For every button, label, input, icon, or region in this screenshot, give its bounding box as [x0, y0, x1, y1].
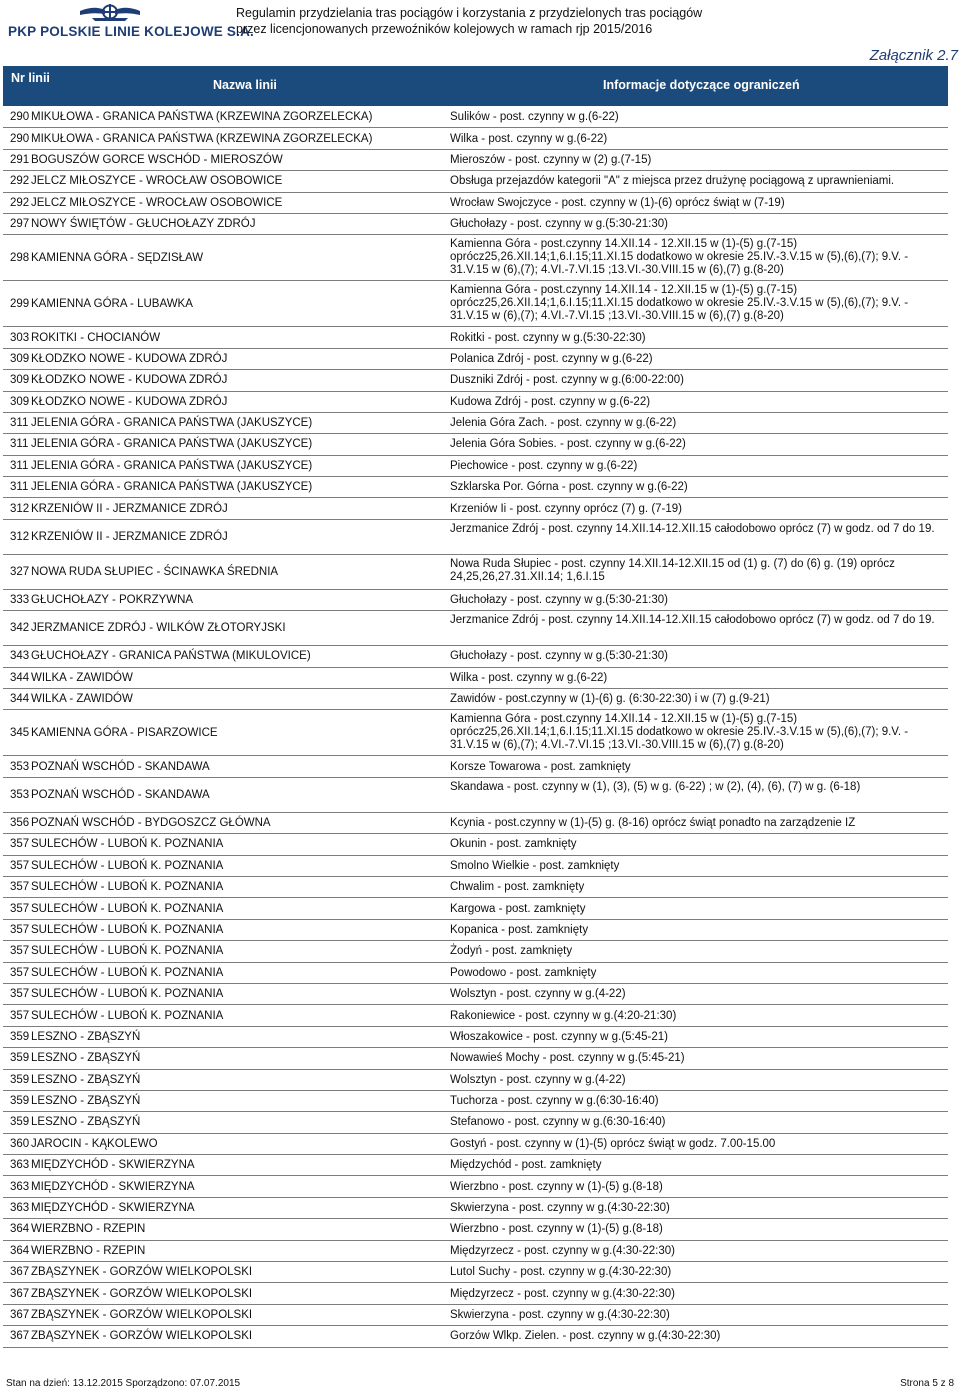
line-name: MIKUŁOWA - GRANICA PAŃSTWA (KRZEWINA ZGORZELECKA): [31, 111, 373, 124]
restriction-info: Wolsztyn - post. czynny w g.(4-22): [450, 1073, 626, 1086]
line-name: LESZNO - ZBĄSZYŃ: [31, 1073, 141, 1086]
table-row: [3, 498, 948, 519]
restriction-info: Kamienna Góra - post.czynny 14.XII.14 - 12.XII.15 w (1)-(5) g.(7-15) oprócz25,26.XII.14;1,6.I.15;11.XI.15 dodatkowo w okresie 25.IV.-3.V.15 w (5),(6),(7); 9.V. - 31.V.15 w (6),(7); 4.VI.-7.VI.15 ;13.VI.-30.VIII.15 w (6),(7) g.(8-20): [450, 238, 909, 277]
table-row: [3, 611, 948, 646]
restriction-info: Żodyń - post. zamknięty: [450, 945, 573, 958]
line-name: ROKITKI - CHOCIANÓW: [31, 331, 161, 344]
line-name: LESZNO - ZBĄSZYŃ: [31, 1116, 141, 1129]
table-row: [3, 920, 948, 941]
table-row: [3, 756, 948, 777]
line-name: JAROCIN - KĄKOLEWO: [31, 1137, 158, 1150]
line-number: 303: [10, 331, 30, 344]
line-name: SULECHÓW - LUBOŃ K. POZNANIA: [31, 945, 224, 958]
document-title-line-2: przez licencjonowanych przewoźników kolejowych w ramach rjp 2015/2016: [236, 22, 653, 36]
table-row: [3, 1305, 948, 1326]
restriction-info: Głuchołazy - post. czynny w g.(5:30-21:30): [450, 218, 668, 231]
line-number: 327: [10, 565, 30, 578]
restriction-info: Jerzmanice Zdrój - post. czynny 14.XII.14-12.XII.15 całodobowo oprócz (7) w godz. od 7 do 19.: [450, 614, 935, 627]
restriction-info: Korsze Towarowa - post. zamknięty: [450, 760, 631, 773]
restriction-info: Międzychód - post. zamknięty: [450, 1159, 602, 1172]
table-row: [3, 1134, 948, 1155]
restriction-info: Kamienna Góra - post.czynny 14.XII.14 - 12.XII.15 w (1)-(5) g.(7-15) oprócz25,26.XII.14;1,6.I.15;11.XI.15 dodatkowo w okresie 25.IV.-3.V.15 w (5),(6),(7); 9.V. - 31.V.15 w (6),(7); 4.VI.-7.VI.15 ;13.VI.-30.VIII.15 w (6),(7) g.(8-20): [450, 284, 909, 323]
document-title-line-1: Regulamin przydzielania tras pociągów i korzystania z przydzielonych tras pociągów: [236, 6, 703, 20]
line-name: WIERZBNO - RZEPIN: [31, 1223, 146, 1236]
line-number: 298: [10, 251, 30, 264]
line-name: JERZMANICE ZDRÓJ - WILKÓW ZŁOTORYJSKI: [31, 622, 286, 635]
line-number: 309: [10, 352, 30, 365]
line-number: 363: [10, 1180, 30, 1193]
restriction-info: Głuchołazy - post. czynny w g.(5:30-21:30): [450, 594, 668, 607]
line-name: JELENIA GÓRA - GRANICA PAŃSTWA (JAKUSZYCE): [31, 438, 313, 451]
table-row: [3, 856, 948, 877]
line-number: 312: [10, 502, 30, 515]
line-number: 353: [10, 788, 30, 801]
table-row: [3, 813, 948, 834]
line-number: 344: [10, 693, 30, 706]
table-row: [3, 963, 948, 984]
column-header-nr: Nr linii: [11, 71, 50, 85]
line-number: 345: [10, 726, 30, 739]
restriction-info: Wierzbno - post. czynny w (1)-(5) g.(8-18): [450, 1180, 663, 1193]
line-name: SULECHÓW - LUBOŃ K. POZNANIA: [31, 966, 224, 979]
line-name: ZBĄSZYNEK - GORZÓW WIELKOPOLSKI: [31, 1330, 253, 1343]
line-number: 311: [10, 481, 29, 494]
line-number: 367: [10, 1330, 30, 1343]
line-name: MIĘDZYCHÓD - SKWIERZYNA: [31, 1180, 195, 1193]
line-name: GŁUCHOŁAZY - GRANICA PAŃSTWA (MIKULOVICE): [31, 650, 311, 663]
line-name: LESZNO - ZBĄSZYŃ: [31, 1095, 141, 1108]
restriction-info: Wilka - post. czynny w g.(6-22): [450, 671, 608, 684]
line-name: NOWA RUDA SŁUPIEC - ŚCINAWKA ŚREDNIA: [31, 565, 279, 578]
line-name: LESZNO - ZBĄSZYŃ: [31, 1052, 141, 1065]
line-number: 359: [10, 1073, 30, 1086]
table-row: [3, 778, 948, 813]
table-row: [3, 834, 948, 855]
table-row: [3, 646, 948, 667]
line-name: KAMIENNA GÓRA - PISARZOWICE: [31, 726, 218, 739]
table-row: [3, 668, 948, 689]
restriction-info: Skwierzyna - post. czynny w g.(4:30-22:30): [450, 1308, 670, 1321]
restriction-info: Gostyń - post. czynny w (1)-(5) oprócz świąt w godz. 7.00-15.00: [450, 1137, 776, 1150]
restrictions-table: [3, 107, 948, 1348]
line-number: 344: [10, 671, 30, 684]
line-number: 357: [10, 966, 30, 979]
restriction-info: Duszniki Zdrój - post. czynny w g.(6:00-22:00): [450, 374, 684, 387]
line-name: GŁUCHOŁAZY - POKRZYWNA: [31, 594, 194, 607]
line-number: 299: [10, 297, 30, 310]
line-number: 357: [10, 838, 30, 851]
column-header-name: Nazwa linii: [213, 78, 277, 92]
line-name: SULECHÓW - LUBOŃ K. POZNANIA: [31, 902, 224, 915]
line-name: SULECHÓW - LUBOŃ K. POZNANIA: [31, 1009, 224, 1022]
line-name: SULECHÓW - LUBOŃ K. POZNANIA: [31, 838, 224, 851]
table-row: [3, 128, 948, 149]
table-row: [3, 281, 948, 327]
restriction-info: Kudowa Zdrój - post. czynny w g.(6-22): [450, 395, 651, 408]
line-number: 333: [10, 594, 30, 607]
table-row: [3, 171, 948, 192]
winged-wheel-emblem-icon: [78, 2, 142, 24]
line-number: 363: [10, 1159, 30, 1172]
table-row: [3, 877, 948, 898]
line-name: SULECHÓW - LUBOŃ K. POZNANIA: [31, 881, 224, 894]
line-number: 357: [10, 859, 30, 872]
table-row: [3, 1326, 948, 1347]
table-row: [3, 1112, 948, 1133]
table-row: [3, 1091, 948, 1112]
line-name: POZNAŃ WSCHÓD - BYDGOSZCZ GŁÓWNA: [31, 817, 271, 829]
table-row: [3, 1155, 948, 1176]
pkp-plk-logo: [6, 2, 254, 42]
table-row: [3, 710, 948, 756]
table-row: [3, 590, 948, 611]
restriction-info: Kcynia - post.czynny w (1)-(5) g. (8-16) oprócz świąt ponadto na zarządzenie IZ: [450, 817, 856, 829]
table-row: [3, 1027, 948, 1048]
logo-text: PKP POLSKIE LINIE KOLEJOWE S.A.: [8, 24, 254, 39]
footer-dates: Stan na dzień: 13.12.2015 Sporządzono: 07.07.2015: [6, 1378, 241, 1389]
table-row: [3, 370, 948, 391]
line-number: 359: [10, 1030, 30, 1043]
attachment-label: Załącznik 2.7: [869, 47, 958, 64]
table-row: [3, 327, 948, 348]
table-row: [3, 193, 948, 214]
restriction-info: Tuchorza - post. czynny w g.(6:30-16:40): [450, 1095, 659, 1108]
line-number: 342: [10, 622, 30, 635]
line-name: KAMIENNA GÓRA - SĘDZISŁAW: [31, 251, 204, 264]
table-row: [3, 235, 948, 281]
restriction-info: Jelenia Góra Zach. - post. czynny w g.(6-22): [450, 417, 677, 430]
line-name: KŁODZKO NOWE - KUDOWA ZDRÓJ: [31, 374, 228, 387]
restriction-info: Międzyrzecz - post. czynny w g.(4:30-22:30): [450, 1287, 675, 1300]
restriction-info: Wierzbno - post. czynny w (1)-(5) g.(8-18): [450, 1223, 663, 1236]
line-name: JELENIA GÓRA - GRANICA PAŃSTWA (JAKUSZYCE): [31, 481, 313, 494]
line-number: 357: [10, 902, 30, 915]
line-number: 312: [10, 530, 30, 543]
restriction-info: Polanica Zdrój - post. czynny w g.(6-22): [450, 352, 653, 365]
line-name: KŁODZKO NOWE - KUDOWA ZDRÓJ: [31, 352, 228, 365]
line-number: 367: [10, 1287, 30, 1300]
restriction-info: Piechowice - post. czynny w g.(6-22): [450, 459, 638, 472]
table-row: [3, 214, 948, 235]
line-number: 359: [10, 1052, 30, 1065]
table-header: [3, 66, 948, 106]
line-name: KŁODZKO NOWE - KUDOWA ZDRÓJ: [31, 395, 228, 408]
restriction-info: Powodowo - post. zamknięty: [450, 966, 597, 979]
restriction-info: Głuchołazy - post. czynny w g.(5:30-21:30): [450, 650, 668, 663]
line-name: MIKUŁOWA - GRANICA PAŃSTWA (KRZEWINA ZGORZELECKA): [31, 132, 373, 145]
restriction-info: Skandawa - post. czynny w (1), (3), (5) w g. (6-22) ; w (2), (4), (6), (7) w g. (6-18): [450, 780, 861, 793]
table-row: [3, 477, 948, 498]
line-number: 357: [10, 923, 30, 936]
line-name: NOWY ŚWIĘTÓW - GŁUCHOŁAZY ZDRÓJ: [31, 218, 256, 231]
line-name: WILKA - ZAWIDÓW: [31, 693, 133, 706]
table-row: [3, 107, 948, 128]
line-number: 360: [10, 1137, 30, 1150]
line-name: WIERZBNO - RZEPIN: [31, 1244, 146, 1257]
page-header: [0, 0, 960, 46]
restriction-info: Okunin - post. zamknięty: [450, 838, 577, 851]
table-row: [3, 1241, 948, 1262]
line-name: POZNAŃ WSCHÓD - SKANDAWA: [31, 760, 210, 773]
restriction-info: Rakoniewice - post. czynny w g.(4:20-21:30): [450, 1009, 677, 1022]
line-number: 364: [10, 1223, 30, 1236]
line-number: 367: [10, 1308, 30, 1321]
table-row: [3, 434, 948, 455]
restriction-info: Nowawieś Mochy - post. czynny w g.(5:45-21): [450, 1052, 685, 1065]
line-name: JELENIA GÓRA - GRANICA PAŃSTWA (JAKUSZYCE): [31, 417, 313, 430]
page-number: Strona 5 z 8: [900, 1378, 954, 1389]
table-row: [3, 984, 948, 1005]
restriction-info: Wilka - post. czynny w g.(6-22): [450, 132, 608, 145]
table-row: [3, 392, 948, 413]
column-header-info: Informacje dotyczące ograniczeń: [603, 78, 800, 92]
line-name: ZBĄSZYNEK - GORZÓW WIELKOPOLSKI: [31, 1287, 253, 1300]
line-number: 343: [10, 650, 30, 663]
line-name: ZBĄSZYNEK - GORZÓW WIELKOPOLSKI: [31, 1308, 253, 1321]
table-row: [3, 898, 948, 919]
line-number: 311: [10, 417, 29, 430]
line-number: 357: [10, 1009, 30, 1022]
restriction-info: Rokitki - post. czynny w g.(5:30-22:30): [450, 331, 646, 344]
table-row: [3, 1048, 948, 1069]
line-name: KRZENIÓW II - JERZMANICE ZDRÓJ: [31, 530, 228, 543]
restriction-info: Kamienna Góra - post.czynny 14.XII.14 - 12.XII.15 w (1)-(5) g.(7-15) oprócz25,26.XII.14;1,6.I.15;11.XI.15 dodatkowo w okresie 25.IV.-3.V.15 w (5),(6),(7); 9.V. - 31.V.15 w (6),(7); 4.VI.-7.VI.15 ;13.VI.-30.VIII.15 w (6),(7) g.(8-20): [450, 713, 909, 752]
line-number: 291: [10, 153, 30, 166]
line-number: 290: [10, 111, 30, 124]
table-row: [3, 1070, 948, 1091]
table-row: [3, 1005, 948, 1026]
line-name: SULECHÓW - LUBOŃ K. POZNANIA: [31, 923, 224, 936]
line-name: POZNAŃ WSCHÓD - SKANDAWA: [31, 788, 210, 801]
table-row: [3, 1219, 948, 1240]
restriction-info: Skwierzyna - post. czynny w g.(4:30-22:30): [450, 1202, 670, 1215]
table-row: [3, 413, 948, 434]
restriction-info: Smolno Wielkie - post. zamknięty: [450, 859, 620, 872]
line-name: SULECHÓW - LUBOŃ K. POZNANIA: [31, 859, 224, 872]
line-number: 357: [10, 988, 30, 1001]
line-number: 311: [10, 438, 29, 451]
table-row: [3, 150, 948, 171]
line-number: 311: [10, 459, 29, 472]
table-row: [3, 555, 948, 590]
restriction-info: Szklarska Por. Górna - post. czynny w g.(6-22): [450, 481, 688, 494]
line-name: JELCZ MIŁOSZYCE - WROCŁAW OSOBOWICE: [31, 196, 283, 209]
line-number: 353: [10, 760, 30, 773]
line-name: LESZNO - ZBĄSZYŃ: [31, 1030, 141, 1043]
line-number: 364: [10, 1244, 30, 1257]
restriction-info: Sulików - post. czynny w g.(6-22): [450, 111, 619, 124]
line-name: JELCZ MIŁOSZYCE - WROCŁAW OSOBOWICE: [31, 175, 283, 188]
line-number: 309: [10, 395, 30, 408]
restriction-info: Kopanica - post. zamknięty: [450, 923, 589, 936]
line-name: MIĘDZYCHÓD - SKWIERZYNA: [31, 1159, 195, 1172]
table-row: [3, 1198, 948, 1219]
table-row: [3, 941, 948, 962]
line-number: 357: [10, 945, 30, 958]
restriction-info: Wrocław Swojczyce - post. czynny w (1)-(6) oprócz świąt w (7-19): [450, 196, 785, 209]
restriction-info: Chwalim - post. zamknięty: [450, 881, 585, 894]
table-row: [3, 1283, 948, 1304]
restriction-info: Jelenia Góra Sobies. - post. czynny w g.(6-22): [450, 438, 686, 451]
restriction-info: Międzyrzecz - post. czynny w g.(4:30-22:30): [450, 1244, 675, 1257]
line-name: JELENIA GÓRA - GRANICA PAŃSTWA (JAKUSZYCE): [31, 459, 313, 472]
line-number: 357: [10, 881, 30, 894]
line-number: 363: [10, 1202, 30, 1215]
line-name: SULECHÓW - LUBOŃ K. POZNANIA: [31, 988, 224, 1001]
line-name: BOGUSZÓW GORCE WSCHÓD - MIEROSZÓW: [31, 153, 283, 166]
line-number: 290: [10, 132, 30, 145]
table-row: [3, 1262, 948, 1283]
restriction-info: Nowa Ruda Słupiec - post. czynny 14.XII.14-12.XII.15 od (1) g. (7) do (6) g. (19) oprócz 24,25,26,27.31.XII.14; 1,6.I.15: [450, 557, 895, 583]
line-name: WILKA - ZAWIDÓW: [31, 671, 133, 684]
line-number: 359: [10, 1116, 30, 1129]
line-number: 292: [10, 196, 30, 209]
restriction-info: Gorzów Wlkp. Zielen. - post. czynny w g.(4:30-22:30): [450, 1330, 721, 1343]
line-name: KRZENIÓW II - JERZMANICE ZDRÓJ: [31, 502, 228, 515]
line-number: 297: [10, 218, 30, 231]
line-name: MIĘDZYCHÓD - SKWIERZYNA: [31, 1202, 195, 1215]
restriction-info: Włoszakowice - post. czynny w g.(5:45-21): [450, 1030, 668, 1043]
table-row: [3, 520, 948, 555]
line-number: 359: [10, 1095, 30, 1108]
restriction-info: Wolsztyn - post. czynny w g.(4-22): [450, 988, 626, 1001]
restriction-info: Zawidów - post.czynny w (1)-(6) g. (6:30-22:30) i w (7) g.(9-21): [450, 693, 770, 706]
restriction-info: Stefanowo - post. czynny w g.(6:30-16:40): [450, 1116, 666, 1129]
line-number: 367: [10, 1266, 30, 1279]
line-number: 292: [10, 175, 30, 188]
restriction-info: Kargowa - post. zamknięty: [450, 902, 586, 915]
restriction-info: Obsługa przejazdów kategorii "A" z miejsca przez drużynę pociągową z uprawnieniami.: [450, 175, 895, 188]
line-number: 309: [10, 374, 30, 387]
line-number: 356: [10, 817, 30, 829]
restriction-info: Jerzmanice Zdrój - post. czynny 14.XII.14-12.XII.15 całodobowo oprócz (7) w godz. od 7 do 19.: [450, 522, 935, 535]
restriction-info: Krzeniów Ii - post. czynny oprócz (7) g. (7-19): [450, 502, 682, 515]
restriction-info: Lutol Suchy - post. czynny w g.(4:30-22:30): [450, 1266, 672, 1279]
table-row: [3, 349, 948, 370]
table-row: [3, 456, 948, 477]
line-name: ZBĄSZYNEK - GORZÓW WIELKOPOLSKI: [31, 1266, 253, 1279]
table-row: [3, 689, 948, 710]
line-name: KAMIENNA GÓRA - LUBAWKA: [31, 297, 193, 310]
table-row: [3, 1176, 948, 1197]
restriction-info: Mieroszów - post. czynny w (2) g.(7-15): [450, 153, 652, 166]
document-title: [236, 5, 756, 37]
